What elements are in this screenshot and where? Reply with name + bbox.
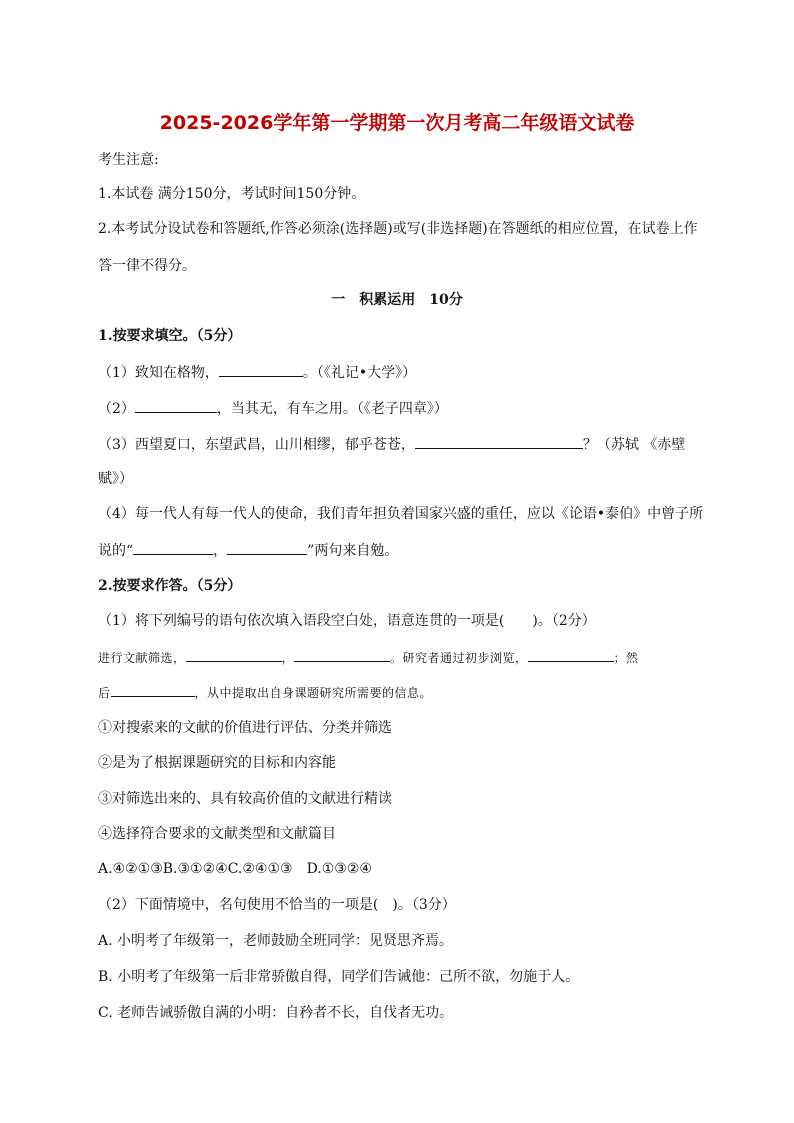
text: ？（苏轼 《赤壁 bbox=[582, 437, 686, 453]
text: ， bbox=[281, 651, 295, 665]
answer-blank[interactable] bbox=[219, 362, 303, 377]
text: 后 bbox=[98, 686, 111, 700]
option-2: ②是为了根据课题研究的目标和内容能 bbox=[98, 755, 336, 771]
notice-item-2: 2.本考试分设试卷和答题纸,作答必须涂(选择题)或写(非选择题)在答题纸的相应位置，在试卷上作 bbox=[98, 221, 698, 237]
notice-item-2-cont: 答一律不得分。 bbox=[98, 258, 196, 274]
option-3: ③对筛选出来的、具有较高价值的文献进行精读 bbox=[98, 791, 392, 807]
answer-blank[interactable] bbox=[111, 682, 195, 697]
text: ，从中提取出自身课题研究所需要的信息。 bbox=[194, 686, 433, 700]
question-1-part-4-cont bbox=[98, 540, 694, 561]
answer-blank[interactable] bbox=[186, 647, 282, 662]
notice-heading: 考生注意: bbox=[98, 152, 159, 168]
answer-blank[interactable] bbox=[528, 647, 614, 662]
question-1-heading: 1.按要求填空。（5分） bbox=[98, 328, 242, 344]
text: ， bbox=[213, 543, 228, 559]
question-1-part-1 bbox=[98, 362, 694, 383]
text: （3）西望夏口，东望武昌，山川相缪，郁乎苍苍， bbox=[98, 437, 415, 453]
notice-item-1: 1.本试卷 满分150分，考试时间150分钟。 bbox=[98, 186, 366, 202]
answer-blank[interactable] bbox=[135, 398, 217, 413]
text: 。（《礼记•大学》） bbox=[302, 365, 417, 381]
question-1-part-3-cont: 赋》） bbox=[98, 471, 133, 487]
answer-blank[interactable] bbox=[227, 540, 307, 555]
option-4: ④选择符合要求的文献类型和文献篇目 bbox=[98, 826, 336, 842]
question-1-part-2 bbox=[98, 398, 694, 419]
text: ；然 bbox=[613, 651, 639, 665]
choice-b: B. 小明考了年级第一后非常骄傲自得，同学们告诫他：己所不欲，勿施于人。 bbox=[98, 969, 580, 985]
answer-blank[interactable] bbox=[133, 540, 213, 555]
option-1: ①对搜索来的文献的价值进行评估、分类并筛选 bbox=[98, 720, 392, 736]
text: （1）致知在格物， bbox=[98, 365, 219, 381]
text: ”两句来自勉。 bbox=[307, 543, 399, 559]
question-1-part-4: （4）每一代人有每一代人的使命，我们青年担负着国家兴盛的重任，应以《论语•泰伯》中曾子所 bbox=[98, 506, 704, 522]
answer-blank[interactable] bbox=[294, 647, 390, 662]
passage-line-2 bbox=[98, 682, 694, 703]
text: 进行文献筛选， bbox=[98, 651, 186, 665]
question-2-heading: 2.按要求作答。（5分） bbox=[98, 578, 242, 594]
text: 。研究者通过初步浏览， bbox=[390, 651, 528, 665]
answer-blank[interactable] bbox=[415, 434, 583, 449]
choice-a: A. 小明考了年级第一，老师鼓励全班同学：见贤思齐焉。 bbox=[98, 933, 454, 949]
question-1-part-3 bbox=[98, 434, 694, 455]
text: 说的“ bbox=[98, 543, 134, 559]
passage-line-1 bbox=[98, 647, 694, 668]
question-2-sub-2: （2）下面情境中，名句使用不恰当的一项是( )。（3分） bbox=[98, 897, 456, 913]
choice-c: C. 老师告诫骄傲自满的小明：自矜者不长，自伐者无功。 bbox=[98, 1005, 454, 1021]
section-heading: 一 积累运用 10分 bbox=[331, 292, 463, 308]
exam-title: 2025-2026学年第一学期第一次月考高二年级语文试卷 bbox=[159, 112, 635, 134]
text: ，当其无，有车之用。（《老子四章》） bbox=[216, 401, 448, 417]
answer-choices: A.④②①③B.③①②④C.②④①③ D.①③②④ bbox=[98, 861, 372, 877]
question-2-sub-1: （1）将下列编号的语句依次填入语段空白处，语意连贯的一项是( )。（2分） bbox=[98, 613, 596, 629]
text: （2） bbox=[98, 401, 135, 417]
